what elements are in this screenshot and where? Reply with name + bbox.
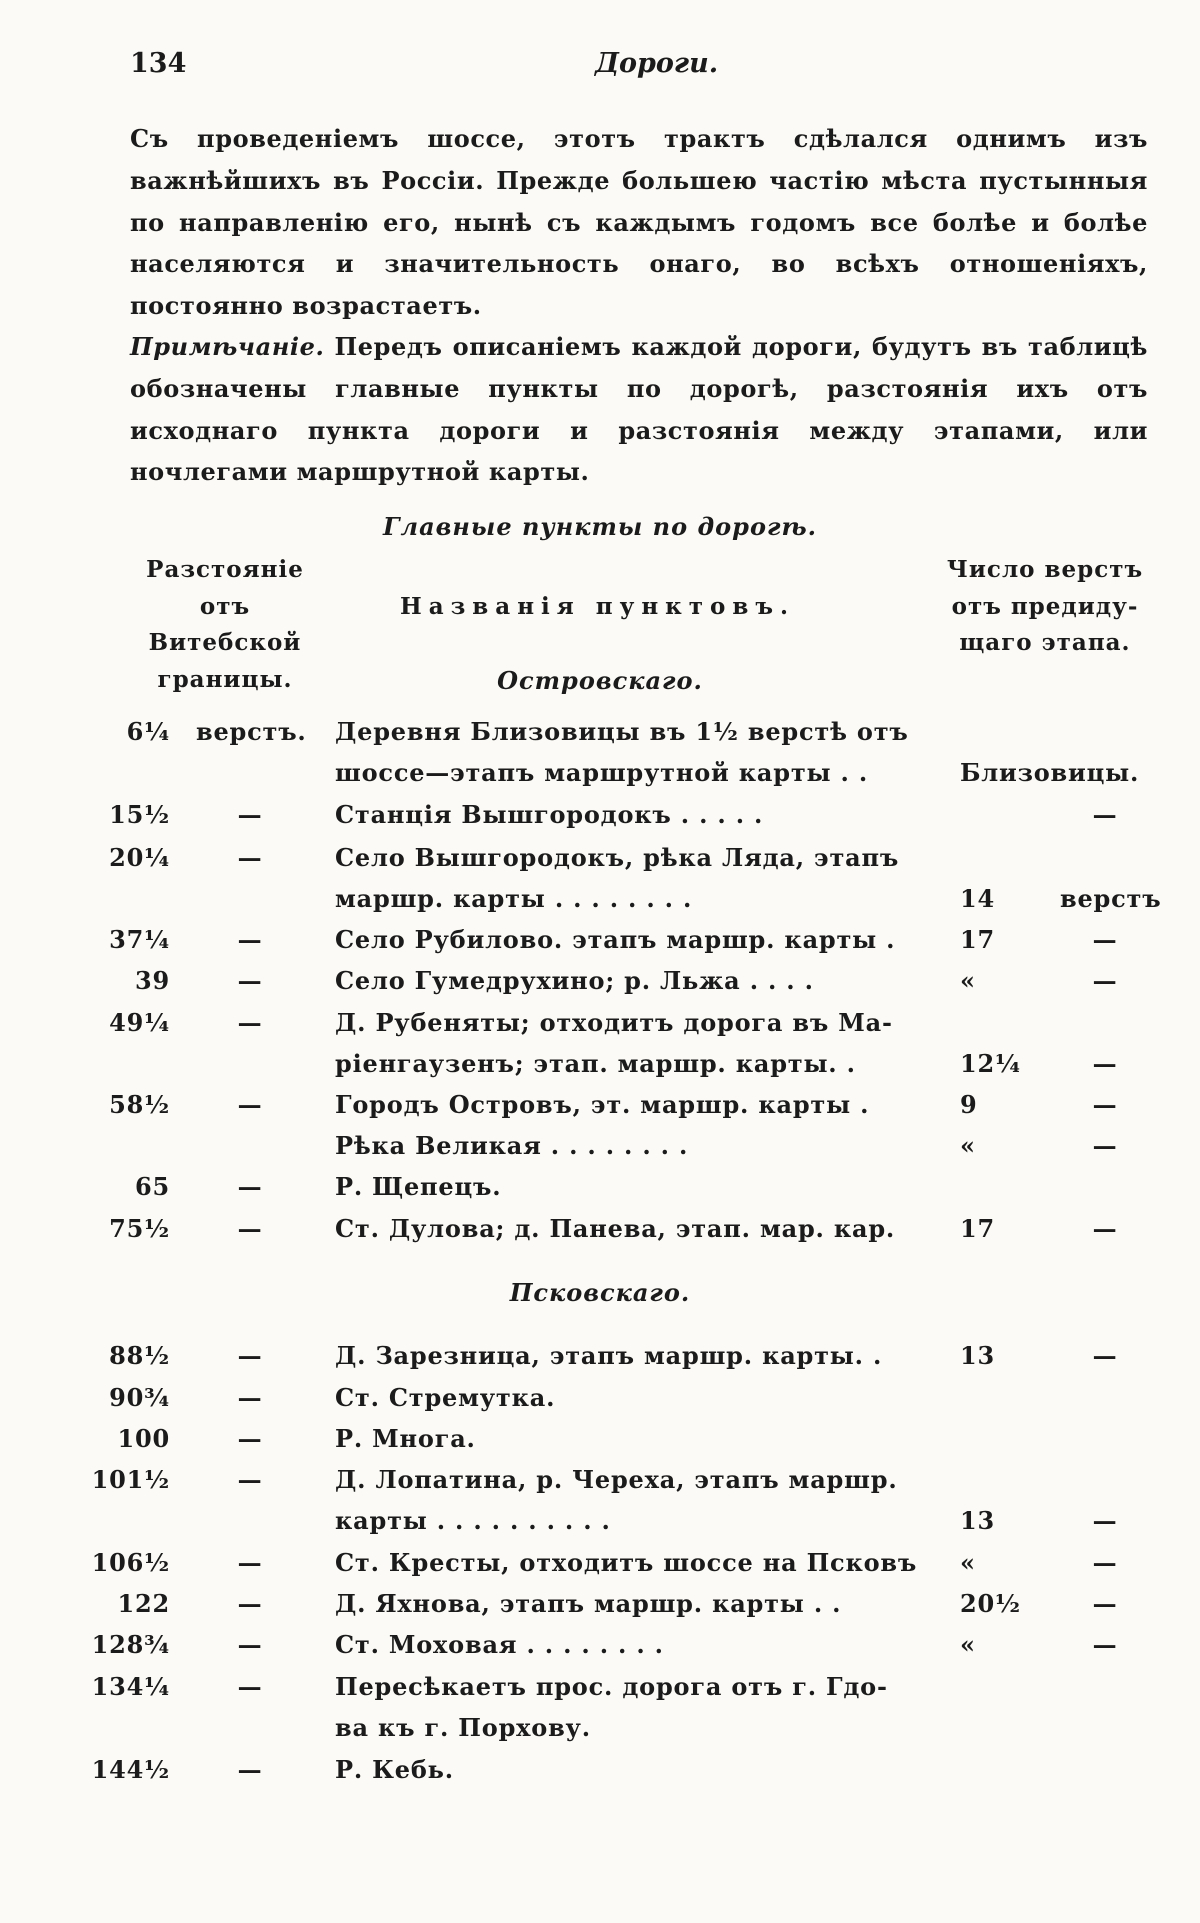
place-name-cell: Ст. Моховая . . . . . . . . <box>335 1630 664 1659</box>
unit-cell: — <box>237 1424 263 1453</box>
place-name-cell: Д. Яхнова, этапъ маршр. карты . . <box>335 1589 842 1618</box>
distance-cell: 101½ <box>91 1465 170 1494</box>
place-name-cell: Село Рубилово. этапъ маршр. карты . <box>335 925 896 954</box>
place-name-cell: Р. Щепецъ. <box>335 1172 502 1201</box>
versts-unit-cell: — <box>1092 1090 1118 1119</box>
versts-unit-cell: верстъ <box>1060 884 1162 913</box>
place-name-cell: Село Вышгородокъ, рѣка Ляда, этапъ <box>335 843 900 872</box>
versts-cell: 13 <box>960 1341 995 1370</box>
unit-cell: — <box>237 1214 263 1243</box>
distance-cell: 90¾ <box>109 1383 170 1412</box>
place-name-cell: Деревня Близовицы въ 1½ верстѣ отъ <box>335 717 909 746</box>
unit-cell: — <box>237 1630 263 1659</box>
versts-unit-cell: — <box>1092 1131 1118 1160</box>
unit-cell: верстъ. <box>196 717 307 746</box>
versts-unit-cell: — <box>1092 1049 1118 1078</box>
unit-cell: — <box>237 1090 263 1119</box>
table-row <box>0 966 1200 1006</box>
versts-unit-cell: — <box>1092 1589 1118 1618</box>
versts-cell: « <box>960 1131 976 1160</box>
distance-cell: 100 <box>117 1424 170 1453</box>
table-row <box>0 800 1200 840</box>
table-row <box>0 1713 1200 1753</box>
place-name-cell: Р. Кебь. <box>335 1755 454 1784</box>
versts-cell: 9 <box>960 1090 978 1119</box>
versts-unit-cell: — <box>1092 925 1118 954</box>
place-name-cell: Городъ Островъ, эт. маршр. карты . <box>335 1090 870 1119</box>
place-name-cell: шоссе—этапъ маршрутной карты . . <box>335 758 868 787</box>
unit-cell: — <box>237 966 263 995</box>
place-name-cell: Ст. Дулова; д. Панева, этап. мар. кар. <box>335 1214 896 1243</box>
table-row <box>0 1672 1200 1712</box>
table-row <box>0 1630 1200 1670</box>
unit-cell: — <box>237 1172 263 1201</box>
column-header-versts-line: Число верстъ <box>946 556 1144 583</box>
place-name-cell: Ст. Стремутка. <box>335 1383 556 1412</box>
place-name-cell: Станція Вышгородокъ . . . . . <box>335 800 764 829</box>
table-row <box>0 1090 1200 1130</box>
place-name-cell: Д. Зарезница, этапъ маршр. карты. . <box>335 1341 883 1370</box>
table-row <box>0 1008 1200 1048</box>
table-row <box>0 1424 1200 1464</box>
table-row <box>0 717 1200 757</box>
versts-cell: « <box>960 966 976 995</box>
unit-cell: — <box>237 1755 263 1784</box>
distance-cell: 88½ <box>109 1341 170 1370</box>
versts-unit-cell: — <box>1092 1630 1118 1659</box>
table-row <box>0 1755 1200 1795</box>
versts-unit-cell: — <box>1092 1506 1118 1535</box>
distance-cell: 20¼ <box>109 843 170 872</box>
versts-cell: 17 <box>960 1214 995 1243</box>
place-name-cell: Ст. Кресты, отходитъ шоссе на Псковъ <box>335 1548 918 1577</box>
table-row <box>0 843 1200 883</box>
versts-cell: 13 <box>960 1506 995 1535</box>
unit-cell: — <box>237 1589 263 1618</box>
versts-cell: Близовицы. <box>960 758 1140 787</box>
paragraph-note <box>130 326 1148 493</box>
table-row <box>0 1383 1200 1423</box>
versts-cell: 17 <box>960 925 995 954</box>
note-label: Примѣчаніе. <box>130 332 325 361</box>
table-row <box>0 1465 1200 1505</box>
unit-cell: — <box>237 1008 263 1037</box>
versts-unit-cell: — <box>1092 966 1118 995</box>
table-row <box>0 1548 1200 1588</box>
place-name-cell: Село Гумедрухино; р. Льжа . . . . <box>335 966 814 995</box>
section-heading: Псковскаго. <box>509 1278 691 1307</box>
table-row <box>0 1049 1200 1089</box>
place-name-cell: Д. Лопатина, р. Череха, этапъ маршр. <box>335 1465 898 1494</box>
column-header-distance-line: Разстояніе <box>146 556 304 583</box>
place-name-cell: Р. Многа. <box>335 1424 476 1453</box>
distance-cell: 134¼ <box>91 1672 170 1701</box>
distance-cell: 39 <box>135 966 170 995</box>
versts-unit-cell: — <box>1092 1214 1118 1243</box>
column-header-versts-line: щаго этапа. <box>959 629 1131 656</box>
unit-cell: — <box>237 843 263 872</box>
versts-cell: 12¼ <box>960 1049 1021 1078</box>
distance-cell: 6¼ <box>126 717 170 746</box>
distance-cell: 65 <box>135 1172 170 1201</box>
distance-cell: 15½ <box>109 800 170 829</box>
versts-cell: « <box>960 1548 976 1577</box>
versts-cell: 14 <box>960 884 995 913</box>
section-heading: Островскаго. <box>497 666 703 695</box>
unit-cell: — <box>237 1672 263 1701</box>
table-row <box>0 758 1200 798</box>
versts-unit-cell: — <box>1092 800 1118 829</box>
column-header-versts <box>925 552 1165 662</box>
place-name-cell: ва къ г. Порхову. <box>335 1713 591 1742</box>
column-header-distance-line: отъ Витебской <box>148 592 302 656</box>
distance-cell: 58½ <box>109 1090 170 1119</box>
unit-cell: — <box>237 1548 263 1577</box>
column-header-names: Названія пунктовъ. <box>400 593 795 620</box>
versts-unit-cell: — <box>1092 1548 1118 1577</box>
place-name-cell: карты . . . . . . . . . . <box>335 1506 611 1535</box>
place-name-cell: маршр. карты . . . . . . . . <box>335 884 693 913</box>
unit-cell: — <box>237 1383 263 1412</box>
page-number: 134 <box>130 48 187 79</box>
place-name-cell: Рѣка Великая . . . . . . . . <box>335 1131 689 1160</box>
running-title: Дороги. <box>595 48 719 79</box>
column-header-distance-line: границы. <box>157 665 293 693</box>
unit-cell: — <box>237 1465 263 1494</box>
versts-unit-cell: — <box>1092 1341 1118 1370</box>
distance-cell: 122 <box>117 1589 170 1618</box>
distance-cell: 106½ <box>91 1548 170 1577</box>
distance-cell: 144½ <box>91 1755 170 1784</box>
distance-cell: 49¼ <box>109 1008 170 1037</box>
table-caption: Главные пункты по дорогѣ. <box>382 512 818 541</box>
distance-cell: 75½ <box>109 1214 170 1243</box>
table-row <box>0 1589 1200 1629</box>
page-header <box>130 48 1140 88</box>
table-row <box>0 1214 1200 1254</box>
table-row <box>0 1506 1200 1546</box>
table-row <box>0 925 1200 965</box>
versts-cell: « <box>960 1630 976 1659</box>
place-name-cell: ріенгаузенъ; этап. маршр. карты. . <box>335 1049 856 1078</box>
note-text: Передъ описаніемъ каждой дороги, будутъ въ таблицѣ обозначены главные пункты по дорогѣ, разстоянія ихъ отъ исходнаго пункта дороги и разстоянія между этапами, или ночлегами маршрутной карты. <box>130 332 1148 487</box>
unit-cell: — <box>237 800 263 829</box>
table-row <box>0 1341 1200 1381</box>
table-row <box>0 1131 1200 1171</box>
versts-cell: 20½ <box>960 1589 1021 1618</box>
place-name-cell: Пересѣкаетъ прос. дорога отъ г. Гдо- <box>335 1672 888 1701</box>
unit-cell: — <box>237 1341 263 1370</box>
distance-cell: 37¼ <box>109 925 170 954</box>
table-row <box>0 1172 1200 1212</box>
distance-cell: 128¾ <box>91 1630 170 1659</box>
place-name-cell: Д. Рубеняты; отходитъ дорога въ Ма- <box>335 1008 893 1037</box>
paragraph-intro: Съ проведеніемъ шоссе, этотъ трактъ сдѣлался однимъ изъ важнѣйшихъ въ Россіи. Прежде большею частію мѣста пустынныя по направленію его, нынѣ съ каждымъ годомъ все болѣе и болѣе населяются и значительность онаго, во всѣхъ отношеніяхъ, постоянно возрастаетъ. <box>130 124 1148 321</box>
column-header-versts-line: отъ предиду- <box>951 592 1139 620</box>
unit-cell: — <box>237 925 263 954</box>
table-row <box>0 884 1200 924</box>
